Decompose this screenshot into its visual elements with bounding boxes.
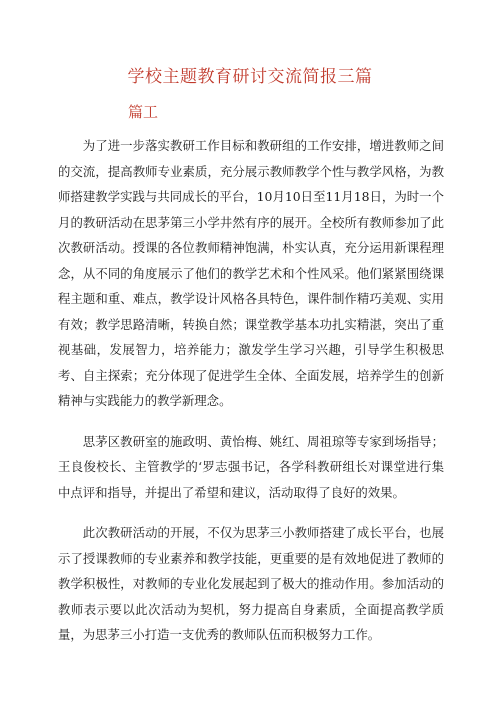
paragraph-1: 为了进一步落实教研工作目标和教研组的工作安排，增进教师之间的交流，提高教师专业素质，充分展示教师教学个性与教学风格，为教师搭建教学实践与共同成长的平台，10月10日至11月18日，为时一个月的教研活动在思茅第三小学井然有序的展开。全校所有教师参加了此次教研活动。授课的各位教师精神饱满，朴实认真，充分运用新课程理念，从不同的角度展示了他们的教学艺术和个性风采。他们紧紧围绕课程主题和重、难点，教学设计风格各具特色，课件制作精巧美观、实用有效；教学思路清晰，转换自然；课堂教学基本功扎实精湛，突出了重视基础，发展智力，培养能力；激发学生学习兴趣，引导学生积极思考、自主探索；充分体现了促进学生全体、全面发展，培养学生的创新精神与实践能力的教学新理念。 xyxy=(58,138,444,408)
document-title: 学校主题教育研讨交流简报三篇 xyxy=(127,67,373,87)
section-label: 篇工 xyxy=(128,103,159,121)
paragraph-2: 思茅区教研室的施政明、黄怡梅、姚红、周祖琼等专家到场指导；王良俊校长、主管教学的‘罗志强书记，各学科教研组长对课堂进行集中点评和指导，并提出了希望和建议，活动取得了良好的效果。 xyxy=(58,433,444,500)
paragraph-3: 此次教研活动的开展，不仅为思茅三小教师搭建了成长平台，也展示了授课教师的专业素养和教学技能，更重要的是有效地促进了教师的教学积极性，对教师的专业化发展起到了极大的推动作用。参加活动的教师表示要以此次活动为契机，努力提高自身素质，全面提高教学质量，为思茅三小打造一支优秀的教师队伍而积极努力工作。 xyxy=(58,525,444,642)
document-body xyxy=(58,133,444,663)
